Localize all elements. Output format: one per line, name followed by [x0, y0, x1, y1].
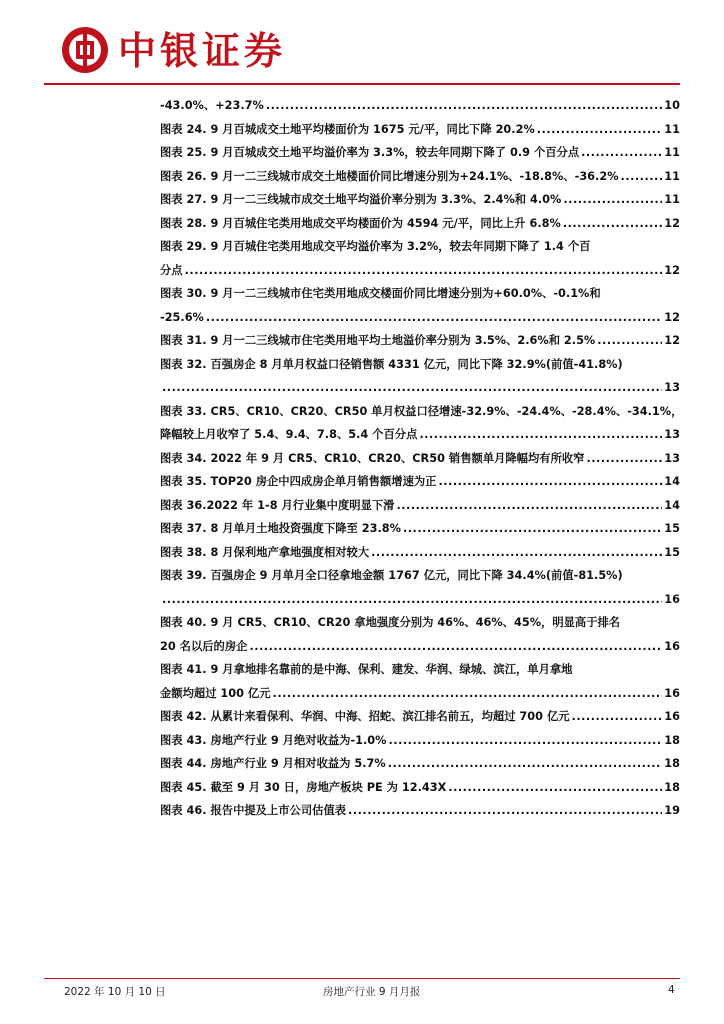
bank-of-china-logo-icon: [62, 27, 108, 73]
toc-leader-dots: [621, 165, 663, 189]
toc-leader-dots: [371, 541, 662, 565]
toc-page-number: 13: [664, 451, 680, 465]
toc-entry-line: [160, 212, 680, 236]
toc-page-number: 16: [664, 686, 680, 700]
toc-entry-line: [160, 682, 680, 706]
toc-entry[interactable]: [160, 752, 680, 776]
toc-entry-line: [160, 282, 680, 306]
toc-entry-text: 图表 26. 9 月一二三线城市成交土地楼面价同比增速分别为+24.1%、-18.8%、-36.2%: [160, 169, 619, 183]
toc-entry-line: [160, 611, 680, 635]
toc-entry-text: 图表 35. TOP20 房企中四成房企单月销售额增速为正: [160, 475, 437, 488]
toc-entry-text: 20 名以后的房企: [160, 639, 248, 653]
toc-entry-text: 分点: [160, 263, 183, 277]
toc-entry-text: 图表 42. 从累计来看保利、华润、中海、招蛇、滨江排名前五，均超过 700 亿元: [160, 710, 570, 723]
toc-entry[interactable]: [160, 658, 680, 705]
toc-entry-text: 图表 38. 8 月保利地产拿地强度相对较大: [160, 545, 370, 559]
toc-entry[interactable]: [160, 282, 680, 329]
toc-page-number: 11: [664, 169, 680, 183]
toc-entry[interactable]: [160, 564, 680, 611]
toc-entry-line: [160, 400, 683, 424]
toc-entry-text: 图表 40. 9 月 CR5、CR10、CR20 拿地强度分别为 46%、46%、45%，明显高于排名: [160, 616, 621, 629]
toc-entry-line: [160, 259, 680, 283]
toc-entry-line: [160, 588, 680, 612]
toc-entry-line: [160, 306, 680, 330]
toc-page-number: 12: [664, 310, 680, 324]
toc-entry-text: 图表 33. CR5、CR10、CR20、CR50 单月权益口径增速-32.9%、-24.4%、-28.4%、-34.1%，: [160, 404, 683, 418]
toc-leader-dots: [266, 94, 662, 118]
brand-name: 中银证券: [118, 28, 287, 73]
toc-page-number: 18: [664, 733, 680, 747]
figure-toc: [160, 94, 683, 823]
toc-page-number: 18: [664, 780, 680, 794]
header-rule: [44, 83, 680, 85]
toc-leader-dots: [185, 259, 663, 283]
toc-entry-text: 图表 45. 截至 9 月 30 日，房地产板块 PE 为 12.43X: [160, 780, 447, 794]
toc-entry-text: 图表 25. 9 月百城成交土地平均溢价率为 3.3%，较去年同期下降了 0.9 个百分点: [160, 146, 580, 159]
toc-page-number: 15: [664, 545, 680, 559]
footer-date: 2022 年 10 月 10 日: [64, 986, 166, 998]
toc-page-number: 16: [664, 639, 680, 653]
toc-entry[interactable]: [160, 470, 680, 494]
toc-entry-text: 图表 41. 9 月拿地排名靠前的是中海、保利、建发、华润、绿城、滨江，单月拿地: [160, 663, 573, 676]
toc-entry[interactable]: [160, 118, 680, 142]
toc-entry-text: 降幅较上月收窄了 5.4、9.4、7.8、5.4 个百分点: [160, 428, 418, 441]
toc-entry[interactable]: [160, 165, 680, 189]
toc-entry-text: 图表 32. 百强房企 8 月单月权益口径销售额 4331 亿元，同比下降 32.9%(前值-41.8%): [160, 357, 623, 371]
toc-entry-line: [160, 729, 680, 753]
toc-entry-text: 图表 39. 百强房企 9 月单月全口径拿地金额 1767 亿元，同比下降 34.4%(前值-81.5%): [160, 569, 623, 582]
toc-page-number: 16: [664, 710, 680, 723]
toc-entry-text: -43.0%、+23.7%: [160, 99, 264, 112]
toc-page-number: 16: [664, 592, 680, 606]
toc-entry-text: -25.6%: [160, 310, 204, 324]
toc-entry-line: [160, 658, 680, 682]
toc-leader-dots: [162, 588, 662, 612]
toc-entry-line: [160, 423, 680, 447]
toc-entry-line: [160, 517, 680, 541]
toc-entry-text: 图表 29. 9 月百城住宅类用地成交平均溢价率为 3.2%，较去年同期下降了 1.4 个百: [160, 240, 591, 253]
toc-entry-line: [160, 94, 680, 118]
toc-entry-line: [160, 447, 680, 471]
toc-page-number: 12: [664, 263, 680, 277]
toc-entry-text: 图表 27. 9 月一二三线城市成交土地平均溢价率分别为 3.3%、2.4%和 4.0%: [160, 193, 562, 206]
toc-entry-line: [160, 118, 680, 142]
toc-page-number: 11: [664, 193, 680, 206]
toc-leader-dots: [537, 118, 663, 142]
toc-page-number: 13: [664, 381, 680, 394]
toc-entry[interactable]: [160, 705, 680, 729]
toc-leader-dots: [249, 635, 662, 659]
toc-entry[interactable]: [160, 235, 680, 282]
toc-entry-text: 图表 46. 报告中提及上市公司估值表: [160, 804, 347, 817]
toc-page-number: 11: [664, 122, 680, 136]
toc-entry[interactable]: [160, 494, 680, 518]
toc-leader-dots: [388, 752, 663, 776]
toc-leader-dots: [162, 376, 662, 400]
toc-entry-line: [160, 188, 680, 212]
toc-entry[interactable]: [160, 188, 680, 212]
toc-leader-dots: [586, 447, 662, 471]
page-header: [0, 0, 724, 86]
toc-page-number: 14: [664, 498, 680, 512]
footer-page-number: 4: [668, 984, 675, 996]
toc-entry-line: [160, 799, 680, 823]
toc-entry[interactable]: [160, 611, 680, 658]
toc-entry-line: [160, 376, 680, 400]
toc-entry[interactable]: [160, 517, 680, 541]
toc-entry-text: 图表 44. 房地产行业 9 月相对收益为 5.7%: [160, 757, 386, 770]
toc-leader-dots: [448, 776, 662, 800]
toc-entry-line: [160, 541, 680, 565]
toc-entry-line: [160, 141, 680, 165]
toc-page-number: 13: [664, 428, 680, 441]
toc-entry[interactable]: [160, 447, 680, 471]
toc-leader-dots: [403, 517, 662, 541]
toc-page-number: 12: [664, 216, 680, 230]
toc-entry-line: [160, 235, 680, 259]
toc-leader-dots: [389, 729, 663, 753]
toc-entry-text: 图表 31. 9 月一二三线城市住宅类用地平均土地溢价率分别为 3.5%、2.6%和 2.5%: [160, 334, 596, 347]
toc-page-number: 15: [664, 522, 680, 535]
toc-leader-dots: [572, 705, 663, 729]
toc-entry-text: 图表 24. 9 月百城成交土地平均楼面价为 1675 元/平，同比下降 20.2%: [160, 122, 535, 136]
toc-entry-line: [160, 494, 680, 518]
toc-leader-dots: [348, 799, 662, 823]
toc-leader-dots: [581, 141, 662, 165]
toc-entry-line: [160, 353, 680, 377]
toc-entry-text: 图表 34. 2022 年 9 月 CR5、CR10、CR20、CR50 销售额单月降幅均有所收窄: [160, 451, 585, 465]
toc-page-number: 18: [664, 757, 680, 770]
toc-leader-dots: [273, 682, 663, 706]
toc-entry-line: [160, 635, 680, 659]
toc-entry[interactable]: [160, 353, 680, 400]
toc-entry-text: 图表 37. 8 月单月土地投资强度下降至 23.8%: [160, 522, 401, 535]
toc-page-number: 11: [664, 146, 680, 159]
toc-entry-text: 图表 28. 9 月百城住宅类用地成交平均楼面价为 4594 元/平，同比上升 6.8%: [160, 216, 561, 230]
toc-leader-dots: [563, 212, 662, 236]
toc-leader-dots: [206, 306, 662, 330]
toc-entry-line: [160, 165, 680, 189]
toc-leader-dots: [438, 470, 662, 494]
toc-entry[interactable]: [160, 94, 680, 118]
toc-leader-dots: [597, 329, 662, 353]
toc-entry[interactable]: [160, 141, 680, 165]
toc-entry-text: 图表 30. 9 月一二三线城市住宅类用地成交楼面价同比增速分别为+60.0%、-0.1%和: [160, 287, 601, 300]
toc-entry[interactable]: [160, 400, 683, 447]
toc-entry-line: [160, 564, 680, 588]
footer-title: 房地产行业 9 月月报: [323, 986, 421, 998]
toc-page-number: 10: [664, 99, 680, 112]
toc-entry-text: 图表 43. 房地产行业 9 月绝对收益为-1.0%: [160, 733, 387, 747]
toc-entry[interactable]: [160, 541, 680, 565]
toc-page-number: 19: [664, 804, 680, 817]
toc-leader-dots: [396, 494, 662, 518]
toc-entry-line: [160, 329, 680, 353]
toc-entry[interactable]: [160, 776, 680, 800]
toc-page-number: 12: [664, 334, 680, 347]
toc-leader-dots: [563, 188, 662, 212]
toc-entry-line: [160, 752, 680, 776]
toc-entry[interactable]: [160, 212, 680, 236]
toc-entry-text: 图表 36.2022 年 1-8 月行业集中度明显下滑: [160, 498, 395, 512]
toc-entry[interactable]: [160, 329, 680, 353]
toc-entry-line: [160, 470, 680, 494]
toc-entry[interactable]: [160, 729, 680, 753]
toc-entry-line: [160, 705, 680, 729]
toc-entry-text: 金额均超过 100 亿元: [160, 686, 271, 700]
toc-leader-dots: [419, 423, 662, 447]
toc-page-number: 14: [664, 475, 680, 488]
footer-rule: [44, 978, 680, 979]
toc-entry[interactable]: [160, 799, 680, 823]
toc-entry-line: [160, 776, 680, 800]
